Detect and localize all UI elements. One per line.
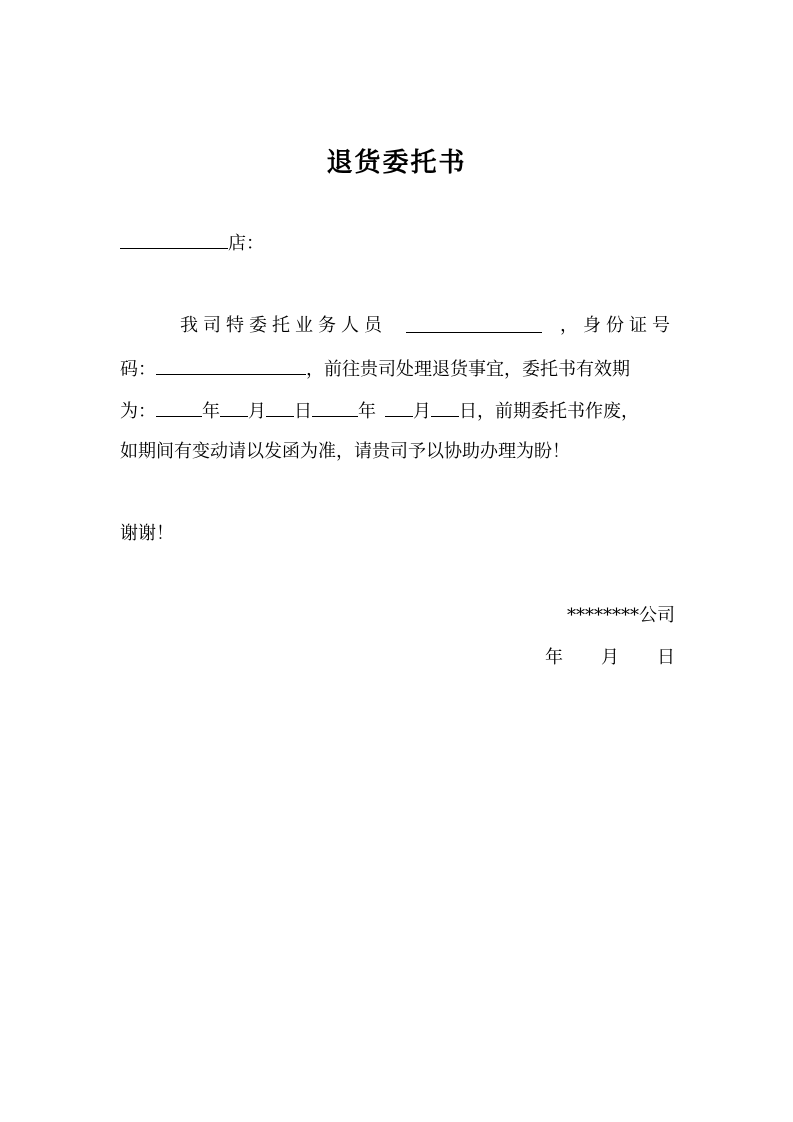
document-title: 退货委托书 [326,148,467,178]
start-month-label: 月 [248,401,266,422]
body-line-1-suffix: ，身份证号 [560,315,675,336]
body-line-1 [120,314,675,338]
thanks-text: 谢谢！ [120,523,174,544]
signature-year-label: 年 [545,647,563,668]
store-suffix: 店： [228,233,264,254]
signature-date [120,646,675,670]
body-line-4: 如期间有变动请以发函为准，请贵司予以协助办理为盼！ [120,441,570,462]
body-line-2 [120,356,675,382]
end-month-blank[interactable] [385,398,413,417]
body-line-1-prefix: 我司特委托业务人员 [180,315,387,336]
start-day-label: 日 [294,401,312,422]
start-day-blank[interactable] [266,398,294,417]
end-day-blank[interactable] [431,398,459,417]
signature-day-label: 日 [657,647,675,668]
end-day-label: 日，前期委托书作废， [459,401,639,422]
store-name-blank[interactable] [120,230,228,249]
body-line-2-suffix: ，前往贵司处理退货事宜，委托书有效期 [306,359,630,380]
body-line-3-prefix: 为： [120,401,156,422]
end-month-label: 月 [413,401,431,422]
company-signature: ********公司 [567,605,675,626]
body-line-2-prefix: 码： [120,359,156,380]
start-year-blank[interactable] [156,398,202,417]
staff-name-blank[interactable] [406,314,542,333]
body-line-3 [120,398,675,424]
end-year-label: 年 [358,401,376,422]
store-line [120,230,675,256]
id-number-blank[interactable] [156,356,306,375]
start-month-blank[interactable] [220,398,248,417]
end-year-blank[interactable] [312,398,358,417]
signature-month-label: 月 [601,647,619,668]
start-year-label: 年 [202,401,220,422]
